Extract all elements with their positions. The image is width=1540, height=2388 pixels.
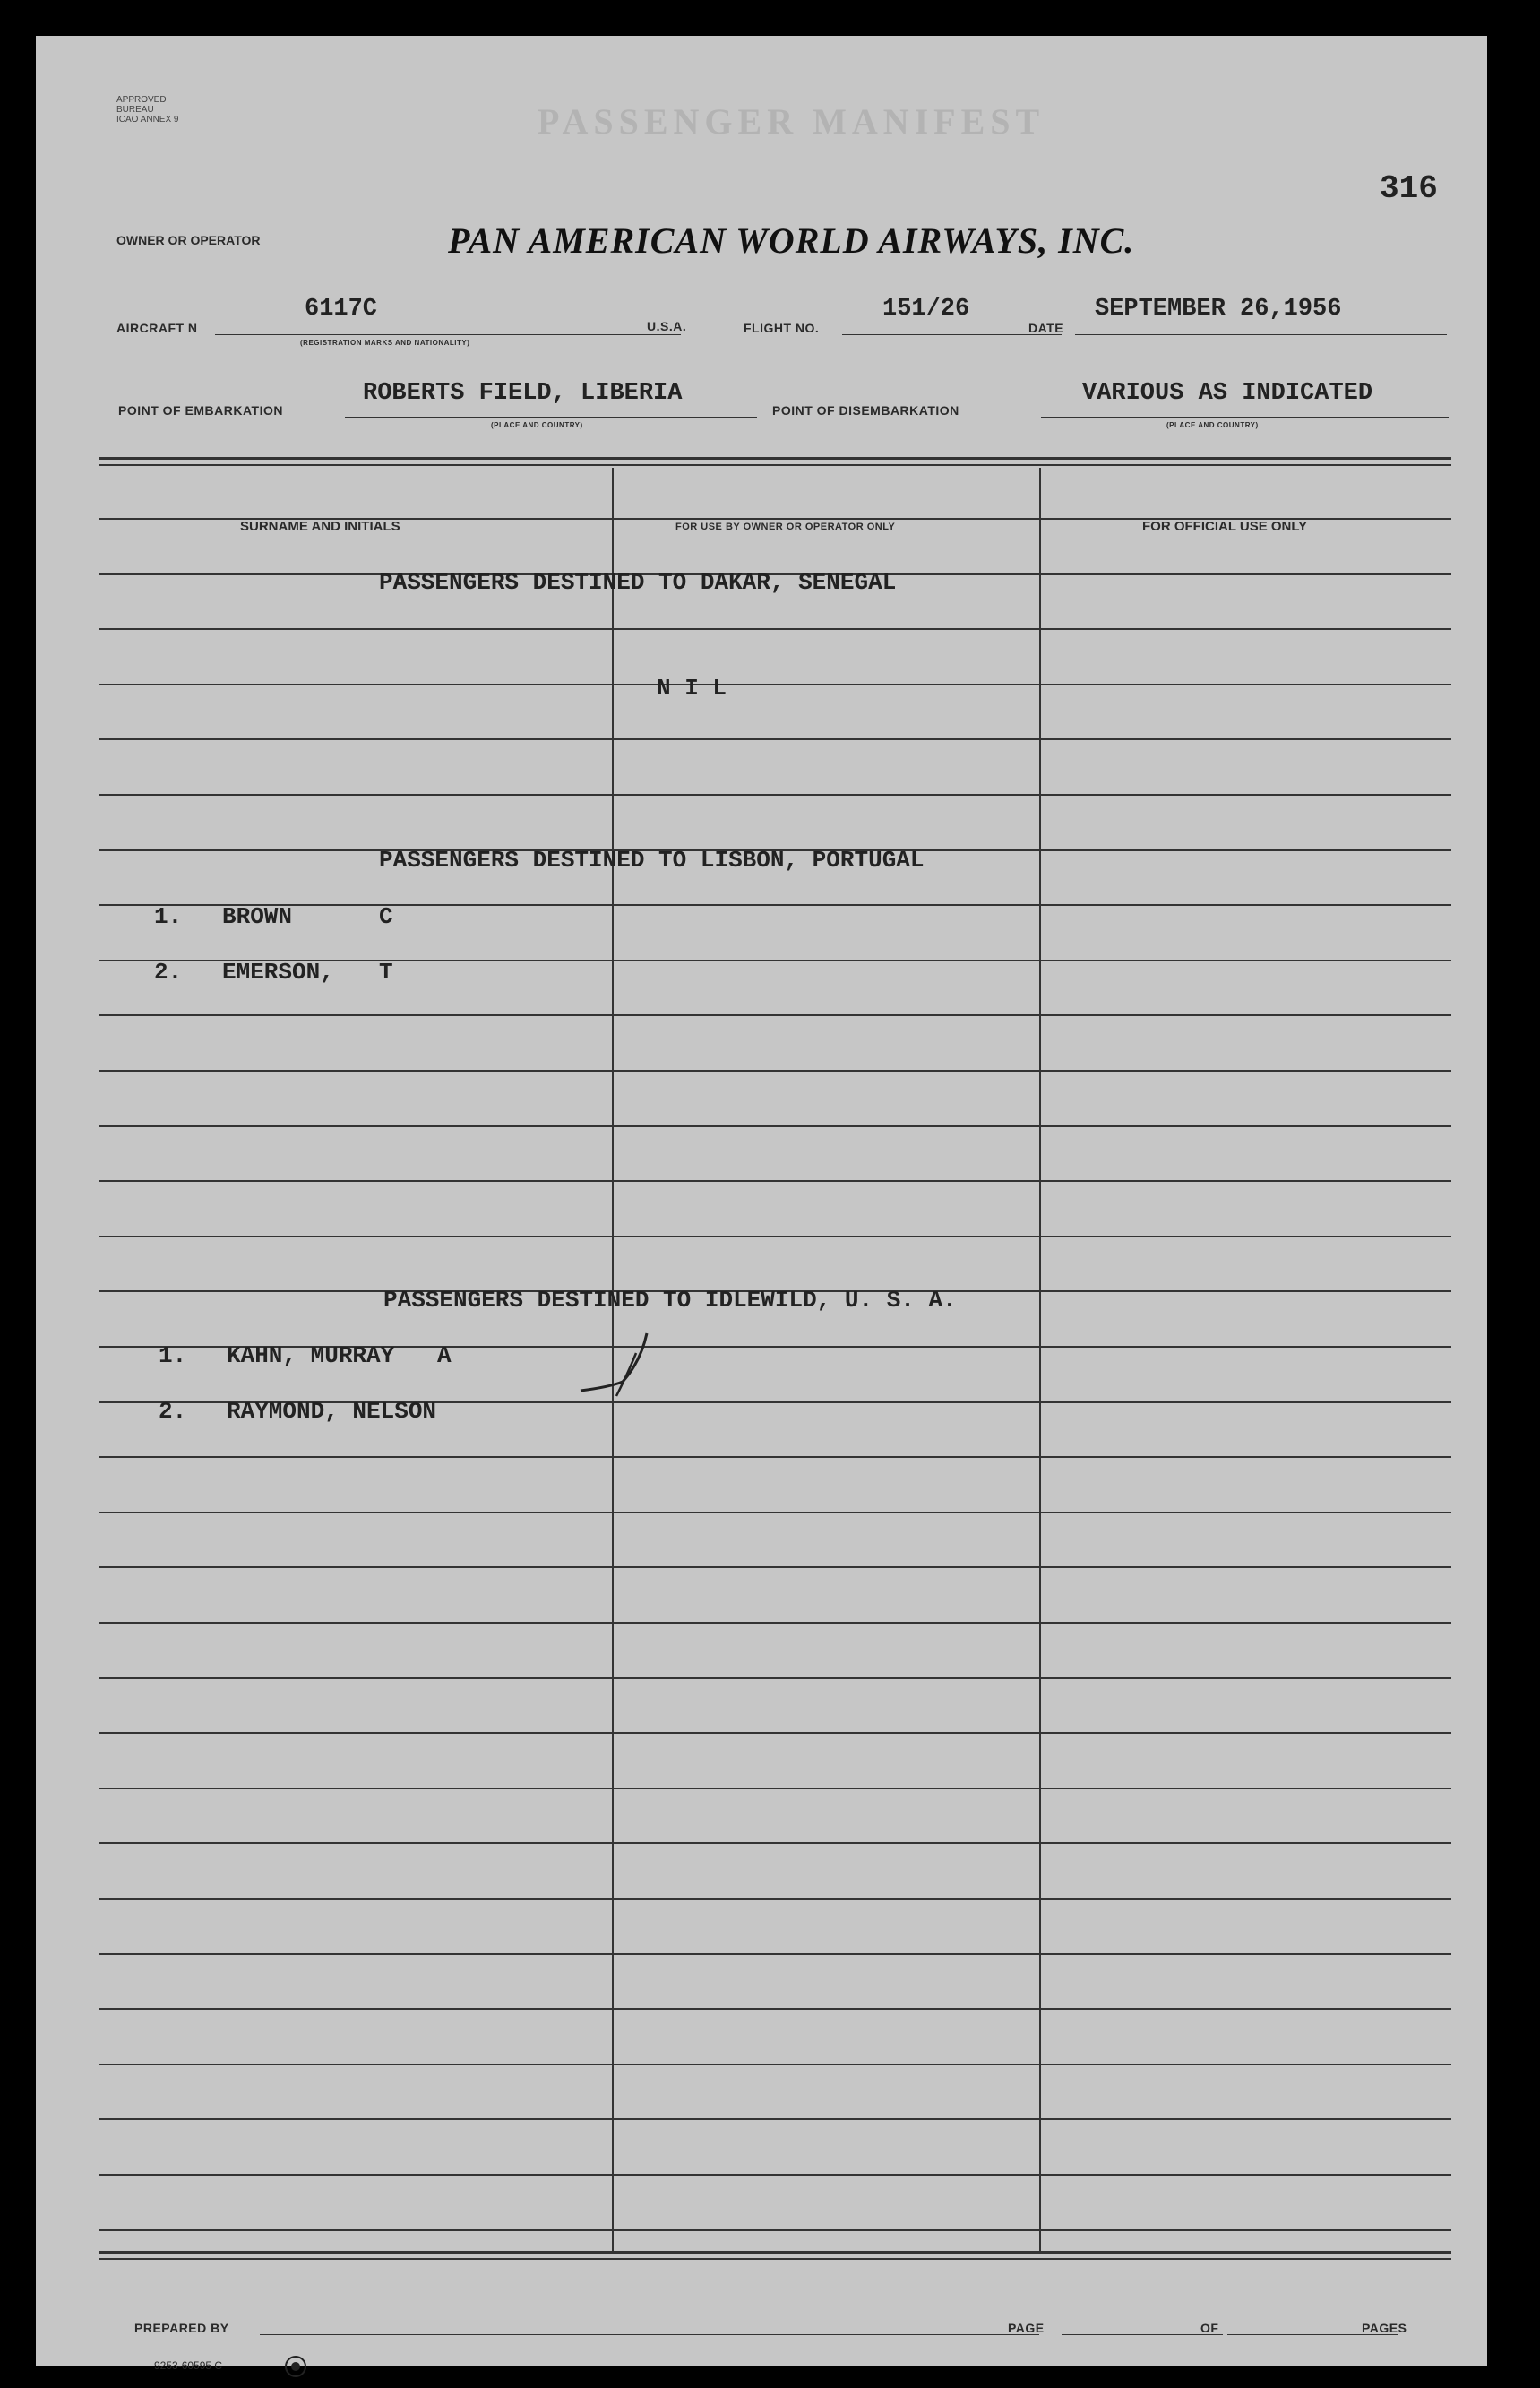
table-row [99, 2008, 1451, 2010]
manifest-sheet [36, 36, 1487, 2372]
table-row [99, 1512, 1451, 1513]
table-row [99, 1842, 1451, 1844]
disembark-underline [1041, 417, 1449, 418]
passenger-name: BROWN [222, 903, 293, 930]
embark-value: ROBERTS FIELD, LIBERIA [363, 380, 683, 407]
nil-entry: N I L [657, 675, 727, 702]
passenger-number: 2. [159, 1398, 187, 1425]
date-value: SEPTEMBER 26,1956 [1095, 296, 1342, 323]
date-underline [1075, 334, 1447, 335]
disembark-sub-label: (PLACE AND COUNTRY) [1166, 421, 1259, 429]
check-mark-icon [573, 1326, 681, 1407]
union-label-icon [284, 2355, 307, 2378]
aircraft-label: AIRCRAFT N [116, 321, 198, 335]
table-row [99, 1456, 1451, 1458]
stamp-line-1: APPROVED [116, 95, 167, 105]
date-label: DATE [1028, 321, 1064, 335]
group-heading-lisbon: PASSENGERS DESTINED TO LISBON, PORTUGAL [379, 847, 925, 874]
group-heading-idlewild: PASSENGERS DESTINED TO IDLEWILD, U. S. A. [383, 1287, 957, 1314]
table-row [99, 1677, 1451, 1679]
passenger-number: 1. [154, 903, 183, 930]
page-underline [1062, 2334, 1223, 2335]
approval-stamp [116, 95, 178, 125]
table-row [99, 1788, 1451, 1789]
table-row [99, 1622, 1451, 1624]
owner-label: OWNER OR OPERATOR [116, 233, 261, 247]
table-row [99, 1125, 1451, 1127]
table-bottom-rule-2 [99, 2258, 1451, 2260]
form-number: 9253-60595 C [154, 2359, 223, 2372]
table-row [99, 1953, 1451, 1955]
pages-label: PAGES [1362, 2321, 1407, 2335]
passenger-name: KAHN, MURRAY [227, 1342, 395, 1369]
table-row [99, 738, 1451, 740]
aircraft-underline [215, 334, 681, 335]
flight-value: 151/26 [882, 296, 970, 323]
passenger-initial: A [437, 1342, 452, 1369]
table-row [99, 1898, 1451, 1900]
disembark-value: VARIOUS AS INDICATED [1082, 380, 1373, 407]
airline-name: PAN AMERICAN WORLD AIRWAYS, INC. [448, 220, 1135, 261]
table-row [99, 1070, 1451, 1072]
passenger-number: 1. [159, 1342, 187, 1369]
table-row [99, 1014, 1451, 1016]
col-surname-header: SURNAME AND INITIALS [240, 519, 400, 534]
page-number: 316 [1380, 170, 1438, 207]
country-label: U.S.A. [647, 319, 687, 333]
flight-label: FLIGHT NO. [744, 321, 820, 335]
stamp-line-2: BUREAU [116, 105, 154, 115]
column-divider-2 [1039, 468, 1041, 2251]
table-row [99, 684, 1451, 685]
passenger-initial: C [379, 903, 393, 930]
col-official-header: FOR OFFICIAL USE ONLY [1142, 519, 1308, 534]
passenger-name: RAYMOND, NELSON [227, 1398, 437, 1425]
of-label: OF [1200, 2321, 1219, 2335]
table-row [99, 1566, 1451, 1568]
table-bottom-rule [99, 2251, 1451, 2254]
embark-sub-label: (PLACE AND COUNTRY) [491, 421, 583, 429]
table-row [99, 904, 1451, 906]
passenger-initial: T [379, 959, 393, 986]
prepared-by-label: PREPARED BY [134, 2321, 229, 2335]
table-row [99, 2174, 1451, 2176]
embark-label: POINT OF EMBARKATION [118, 403, 283, 418]
table-row [99, 1236, 1451, 1237]
page-label: PAGE [1008, 2321, 1045, 2335]
form-title: PASSENGER MANIFEST [538, 101, 1045, 142]
embark-underline [345, 417, 757, 418]
col-owner-header: FOR USE BY OWNER OR OPERATOR ONLY [675, 522, 896, 532]
passenger-number: 2. [154, 959, 183, 986]
table-top-rule [99, 457, 1451, 460]
table-row [99, 628, 1451, 630]
stamp-line-3: ICAO ANNEX 9 [116, 115, 179, 125]
table-row [99, 2118, 1451, 2120]
prepared-by-underline [260, 2334, 1039, 2335]
table-row [99, 1732, 1451, 1734]
aircraft-sub-label: (REGISTRATION MARKS AND NATIONALITY) [300, 339, 470, 347]
table-top-rule-2 [99, 464, 1451, 466]
table-row [99, 518, 1451, 520]
passenger-name: EMERSON, [222, 959, 334, 986]
table-row [99, 794, 1451, 796]
table-row [99, 2229, 1451, 2231]
disembark-label: POINT OF DISEMBARKATION [772, 403, 959, 418]
table-row [99, 1180, 1451, 1182]
table-row [99, 2064, 1451, 2065]
group-heading-dakar: PASSENGERS DESTINED TO DAKAR, SENEGAL [379, 569, 897, 596]
aircraft-value: 6117C [305, 296, 378, 323]
